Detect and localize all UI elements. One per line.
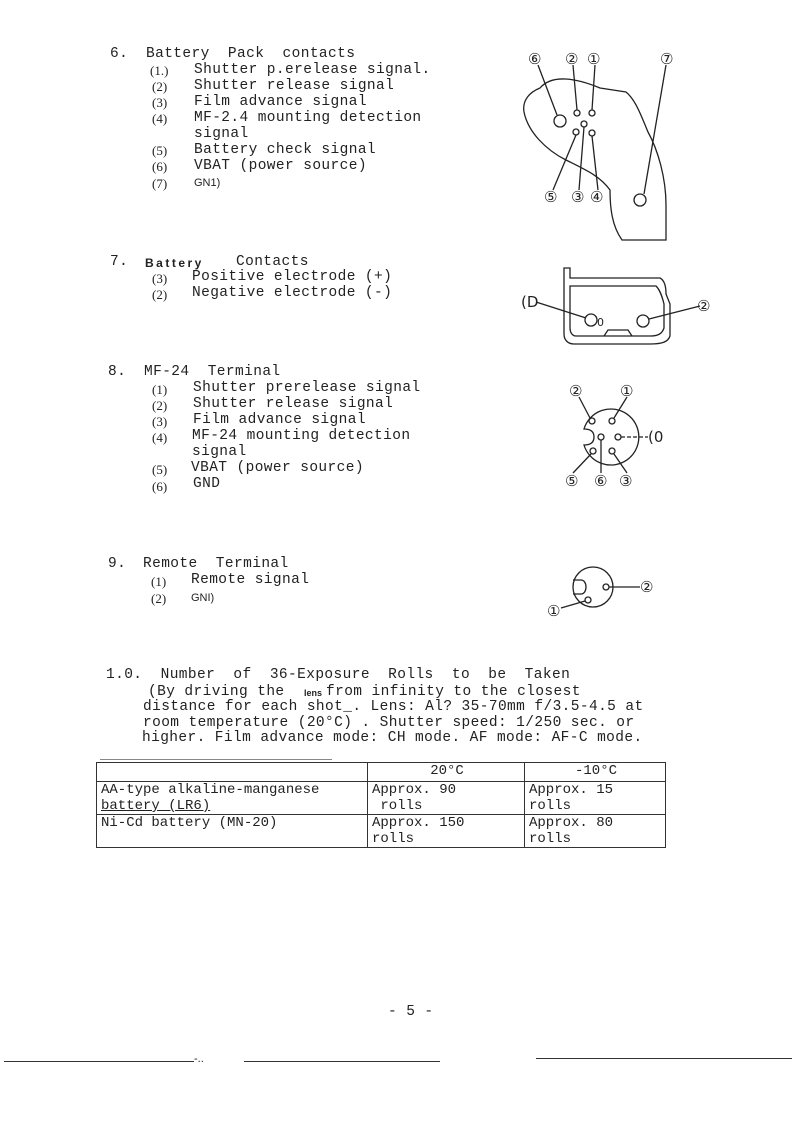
- s6-item-5-text: Battery check signal: [194, 142, 377, 158]
- footer-rule-left: [4, 1061, 194, 1062]
- remote-pin-1: [585, 597, 591, 603]
- mf24-label-1: ①: [620, 382, 634, 400]
- footer-rule-right: [536, 1058, 792, 1059]
- table-row-1-label: [97, 782, 368, 815]
- s6-item-1-text: Shutter p.erelease signal.: [194, 62, 431, 78]
- section-7-title-rest: Contacts: [236, 254, 309, 270]
- leader-mf24-5: [573, 454, 591, 473]
- leader-4: [592, 136, 598, 190]
- label-5: ⑤: [544, 188, 558, 206]
- s8-item-4-text-cont: signal: [192, 444, 247, 460]
- s7-item-1-num: (3): [152, 271, 168, 286]
- table-row-1-minus10c-line2: rolls: [529, 798, 572, 814]
- table-header-20c: 20°C: [368, 763, 525, 782]
- table-row: [97, 782, 666, 815]
- section-6-number: 6.: [110, 46, 129, 62]
- table-header-minus10c: -10°C: [525, 763, 666, 782]
- footer-mark: -..: [194, 1053, 204, 1065]
- battery-contact-2: [637, 315, 649, 327]
- s8-item-5-text: VBAT (power source): [191, 460, 364, 476]
- s7-item-2-num: (2): [152, 287, 168, 302]
- s6-item-3-text: Film advance signal: [194, 94, 367, 110]
- leader-battery-2: [649, 306, 700, 319]
- mf24-pin-center: [598, 434, 604, 440]
- section-10-para-line-1b: from infinity to the closest: [326, 684, 581, 700]
- s6-item-1-num: (1.): [150, 63, 169, 78]
- s6-item-7-num: (7): [152, 176, 168, 191]
- table-header-empty: [97, 763, 368, 782]
- remote-terminal-key: [573, 580, 586, 594]
- table-row-2-label-line1: Ni-Cd battery (MN-20): [101, 815, 278, 831]
- contact-6: [554, 115, 566, 127]
- s8-item-5-num: (5): [152, 462, 168, 477]
- leader-3: [579, 127, 584, 190]
- remote-pin-2: [603, 584, 609, 590]
- s9-item-2-text: GNI): [191, 592, 215, 604]
- remote-terminal-diagram: [561, 567, 640, 608]
- battery-contacts-diagram: [536, 268, 700, 344]
- mf24-pin-4: [615, 434, 621, 440]
- s6-item-3-num: (3): [152, 95, 168, 110]
- battery-label-0: 0: [597, 316, 604, 329]
- s6-item-4-num: (4): [152, 111, 168, 126]
- section-10-para-word-lens: lens: [304, 688, 323, 698]
- battery-label-2: ②: [697, 297, 711, 315]
- label-3: ③: [571, 188, 585, 206]
- section-6-title: Battery Pack contacts: [146, 46, 356, 62]
- label-6: ⑥: [528, 50, 542, 68]
- table-row-2-minus10c-line2: rolls: [529, 831, 572, 847]
- leader-2: [573, 65, 577, 110]
- section-7-title-bold: Battery: [145, 256, 204, 270]
- s6-item-5-num: (5): [152, 143, 168, 158]
- leader-7: [644, 65, 666, 194]
- mf24-label-2: ②: [569, 382, 583, 400]
- mf24-pin-2: [589, 418, 595, 424]
- mf24-terminal-outline: [584, 409, 639, 465]
- label-2: ②: [565, 50, 579, 68]
- s8-item-1-text: Shutter prerelease signal: [193, 380, 421, 396]
- mf24-pin-5: [590, 448, 596, 454]
- s6-item-4-text-cont: signal: [194, 126, 249, 142]
- section-10-para-line-3: room temperature (20°C) . Shutter speed: 1/250 sec. or: [143, 715, 635, 731]
- battery-pack-diagram: [524, 65, 666, 240]
- mf24-label-4: (0: [648, 428, 664, 446]
- contact-2: [574, 110, 580, 116]
- battery-pack-outline: [524, 79, 666, 240]
- s8-item-4-text: MF-24 mounting detection: [192, 428, 411, 444]
- s6-item-7-text: GN1): [194, 177, 221, 189]
- s7-item-1-text: Positive electrode (+): [192, 269, 393, 285]
- leader-1: [592, 65, 595, 110]
- s8-item-4-num: (4): [152, 430, 168, 445]
- mf24-label-6: ⑥: [594, 472, 608, 490]
- section-9-title: Remote Terminal: [143, 556, 289, 572]
- table-row-1-minus10c-line1: Approx. 15: [529, 782, 614, 798]
- table-row-1-label-line1: AA-type alkaline-manganese: [101, 782, 320, 798]
- table-row-1-20c-line1: Approx. 90: [372, 782, 457, 798]
- leader-battery-1: [536, 302, 586, 318]
- leader-remote-1: [561, 601, 585, 608]
- section-10-para-line-1a: (By driving the: [148, 684, 285, 700]
- footer-rule-middle: [244, 1061, 440, 1062]
- s6-item-2-text: Shutter release signal: [194, 78, 395, 94]
- mf24-terminal-diagram: [573, 397, 648, 473]
- battery-case-notch: [604, 330, 632, 336]
- table-row-1-minus10c: [525, 782, 666, 815]
- table-top-rule: [100, 759, 332, 760]
- section-10-para-line-4: higher. Film advance mode: CH mode. AF mode: AF-C mode.: [142, 730, 643, 746]
- table-row-2-20c-line1: Approx. 150: [372, 815, 465, 831]
- contact-5: [573, 129, 579, 135]
- battery-label-1: (D: [521, 293, 539, 311]
- contact-4-top: [581, 121, 587, 127]
- leader-6: [538, 65, 557, 115]
- contact-3: [589, 130, 595, 136]
- s6-item-4-text: MF-2.4 mounting detection: [194, 110, 422, 126]
- table-row-1-label-line2: battery (LR6): [101, 798, 211, 814]
- s8-item-6-text: GND: [193, 476, 221, 492]
- s6-item-6-num: (6): [152, 159, 168, 174]
- table-row: [97, 815, 666, 848]
- leader-mf24-1: [614, 397, 627, 418]
- contact-1: [589, 110, 595, 116]
- mf24-label-3: ③: [619, 472, 633, 490]
- battery-rolls-table: [96, 762, 666, 848]
- s9-item-1-text: Remote signal: [191, 572, 310, 588]
- label-1: ①: [587, 50, 601, 68]
- s6-item-6-text: VBAT (power source): [194, 158, 367, 174]
- s8-item-2-text: Shutter release signal: [193, 396, 394, 412]
- table-row-1-20c-line2: rolls: [372, 798, 423, 814]
- leader-mf24-3: [614, 454, 627, 473]
- label-7: ⑦: [660, 50, 674, 68]
- s8-item-3-num: (3): [152, 414, 168, 429]
- s8-item-2-num: (2): [152, 398, 168, 413]
- mf24-pin-3: [609, 448, 615, 454]
- section-10-para-line-2: distance for each shot_. Lens: Al? 35-70mm f/3.5-4.5 at: [143, 699, 644, 715]
- table-row-1-20c: [368, 782, 525, 815]
- remote-label-1: ①: [547, 602, 561, 620]
- s6-item-2-num: (2): [152, 79, 168, 94]
- label-4: ④: [590, 188, 604, 206]
- s9-item-2-num: (2): [151, 591, 167, 606]
- table-row-2-label: [97, 815, 368, 848]
- mf24-label-5: ⑤: [565, 472, 579, 490]
- section-7-number: 7.: [110, 254, 129, 270]
- leader-5: [553, 135, 576, 190]
- remote-terminal-outline: [573, 567, 613, 607]
- s8-item-3-text: Film advance signal: [193, 412, 366, 428]
- table-row-2-minus10c: [525, 815, 666, 848]
- section-8-title: MF-24 Terminal: [144, 364, 281, 380]
- s8-item-6-num: (6): [152, 479, 168, 494]
- remote-label-2: ②: [640, 578, 654, 596]
- battery-contact-1: [585, 314, 597, 326]
- page-number: - 5 -: [388, 1004, 434, 1020]
- mf24-pin-1: [609, 418, 615, 424]
- s9-item-1-num: (1): [151, 574, 167, 589]
- leader-mf24-2: [579, 397, 590, 418]
- battery-case-outer: [564, 268, 670, 344]
- section-9-number: 9.: [108, 556, 127, 572]
- section-8-number: 8.: [108, 364, 127, 380]
- s7-item-2-text: Negative electrode (-): [192, 285, 393, 301]
- table-row-2-20c-line2: rolls: [372, 831, 415, 847]
- s8-item-1-num: (1): [152, 382, 168, 397]
- contact-7: [634, 194, 646, 206]
- battery-case-inner: [570, 286, 664, 336]
- table-row-2-minus10c-line1: Approx. 80: [529, 815, 614, 831]
- table-header-row: [97, 763, 666, 782]
- section-10-heading: 1.0. Number of 36-Exposure Rolls to be Taken: [106, 667, 571, 683]
- table-row-2-20c: [368, 815, 525, 848]
